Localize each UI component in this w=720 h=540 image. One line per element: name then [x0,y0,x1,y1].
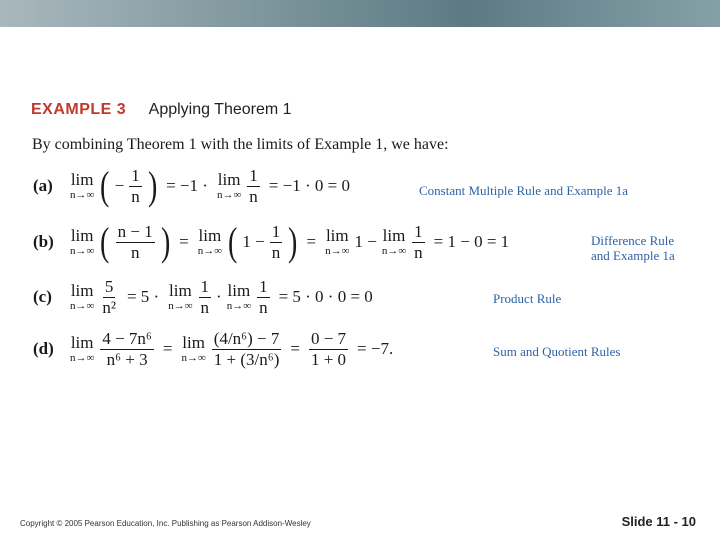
denominator: n [259,297,268,317]
denominator: 1 + (3/n⁶) [213,349,280,369]
left-paren: ( [100,163,110,208]
rule-note-b-line1: Difference Rule [591,233,675,248]
dot-operator: · [216,287,222,307]
rule-note-c: Product Rule [493,291,562,306]
limit-operator [325,227,349,257]
numerator: n − 1 [117,221,153,241]
result: = −1 · 0 = 0 [268,176,350,195]
numerator: (4/n⁶) − 7 [213,329,280,348]
example-heading [31,101,292,119]
limit-operator [382,227,406,257]
limit-operator [227,282,251,312]
lim-subscript: n→∞ [216,189,242,201]
fraction [270,223,283,262]
fraction [247,167,260,206]
fraction [129,167,142,206]
fraction [116,223,155,262]
rule-note-b [591,233,675,263]
limit-operator [70,227,94,257]
equation-b [33,219,515,264]
lim-word: lim [70,281,94,301]
equals-sign: = [290,339,300,359]
lim-word: lim [182,333,205,353]
limit-operator [70,171,94,201]
step-op: = 5 · [126,287,160,307]
lim-word: lim [198,226,222,245]
example-title: Applying Theorem 1 [148,101,292,118]
left-paren: ( [228,219,238,264]
numerator: 1 [249,165,258,185]
copyright-text: Copyright © 2005 Pearson Education, Inc. Publishing as Pearson Addison-Wesley [20,519,311,528]
lim-word: lim [70,170,94,189]
fraction [212,330,282,369]
numerator: 1 [131,165,140,185]
equation-d [33,330,399,369]
numerator: 5 [104,277,114,296]
fraction [100,278,118,317]
limit-operator [181,334,205,364]
numerator: 0 − 7 [310,329,347,348]
lim-subscript: n→∞ [168,300,193,313]
slide-number: Slide 11 - 10 [621,514,696,529]
denominator: n [414,242,423,262]
fraction [309,330,348,369]
denominator: n [249,186,258,206]
denominator: n [271,242,281,262]
lim-subscript: n→∞ [70,300,95,313]
lim-word: lim [217,170,241,189]
denominator: 1 + 0 [310,349,347,369]
numerator: 1 [259,277,268,296]
equation-a [33,163,356,208]
right-paren: ) [160,219,171,264]
equals-sign: = [162,339,173,359]
result: = −7. [357,339,394,359]
result: = 5 · 0 · 0 = 0 [278,287,373,307]
equation-label: (a) [33,176,53,195]
fraction [412,223,425,262]
limit-operator [168,282,192,312]
rule-note-d: Sum and Quotient Rules [493,344,621,359]
lim-subscript: n→∞ [181,352,206,365]
limit-operator [70,282,94,312]
example-number: EXAMPLE 3 [31,101,127,118]
denominator: n [131,186,140,206]
rule-note-b-line2: and Example 1a [591,248,675,263]
lim-word: lim [70,333,94,353]
minus-sign: − [114,176,125,195]
lim-subscript: n→∞ [70,352,95,365]
denominator: n² [102,297,116,317]
equation-label: (d) [33,339,54,359]
lim-subscript: n→∞ [197,245,223,257]
lim-word: lim [70,226,94,245]
right-paren: ) [147,163,158,208]
limit-operator [198,227,222,257]
lim-word: lim [382,226,406,245]
result: = 1 − 0 = 1 [433,232,510,251]
lim-word: lim [227,281,251,301]
equation-label: (c) [33,287,52,307]
denominator: n [200,297,210,317]
fraction [257,278,270,317]
lim-word: lim [169,281,192,301]
fraction [199,278,212,317]
top-banner [0,0,720,27]
fraction [100,330,154,369]
lim-subscript: n→∞ [381,245,407,257]
lim-subscript: n→∞ [226,300,252,313]
lim-subscript: n→∞ [325,245,350,257]
rule-note-a: Constant Multiple Rule and Example 1a [419,183,629,198]
lim-subscript: n→∞ [70,245,95,257]
numerator: 1 [414,221,423,241]
lim-word: lim [325,226,349,245]
limit-operator [217,171,241,201]
limit-operator [70,334,94,364]
equals-sign: = [306,232,317,251]
right-paren: ) [288,219,298,264]
numerator: 1 [200,277,210,296]
left-paren: ( [100,219,110,264]
numerator: 4 − 7n⁶ [102,329,152,348]
lim-subscript: n→∞ [70,189,95,201]
inner-term: 1 − [242,232,265,251]
intro-text: By combining Theorem 1 with the limits of Example 1, we have: [32,136,449,153]
step-ops: = −1 · [166,176,208,195]
denominator: n [130,242,140,262]
denominator: n⁶ + 3 [106,349,148,369]
equals-sign: = [179,232,189,251]
equation-label: (b) [33,232,54,251]
equation-c [33,278,379,317]
lim-term: 1 − [354,232,377,251]
numerator: 1 [271,221,281,241]
